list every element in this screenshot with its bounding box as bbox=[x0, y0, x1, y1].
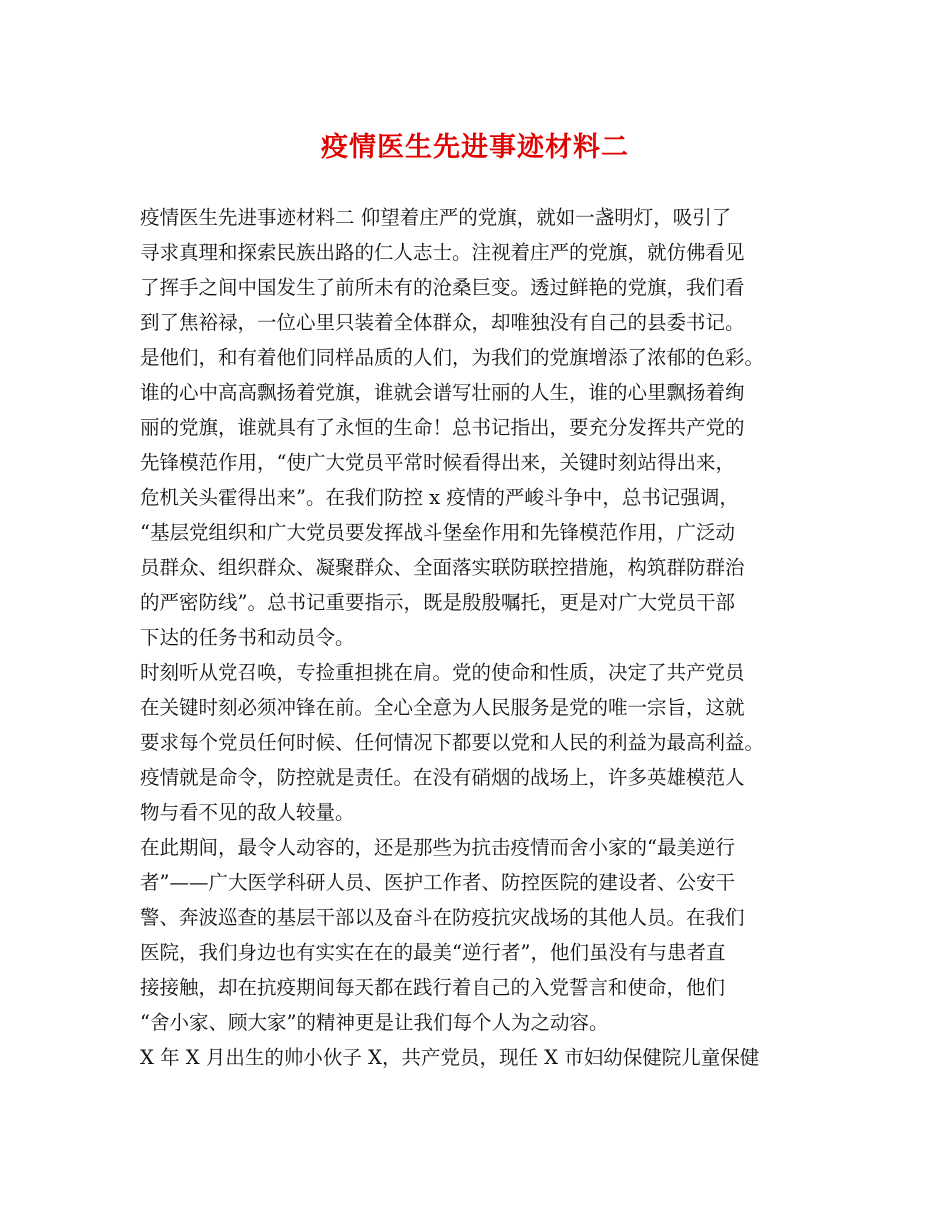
body-line: 谁的心中高高飘扬着党旗，谁就会谱写壮丽的人生，谁的心里飘扬着绚 bbox=[140, 381, 745, 404]
body-line: 危机关头霍得出来”。在我们防控 x 疫情的严峻斗争中，总书记强调， bbox=[140, 486, 739, 509]
body-line: X 年 X 月出生的帅小伙子 X，共产党员，现任 X 市妇幼保健院儿童保健 bbox=[140, 1046, 760, 1069]
body-line: 者”——广大医学科研人员、医护工作者、防控医院的建设者、公安干 bbox=[140, 871, 735, 894]
body-line: 员群众、组织群众、凝聚群众、全面落实联防联控措施，构筑群防群治 bbox=[140, 556, 745, 579]
body-line: “舍小家、顾大家”的精神更是让我们每个人为之动容。 bbox=[140, 1011, 609, 1034]
body-line: 时刻听从党召唤，专捡重担挑在肩。党的使命和性质，决定了共产党员 bbox=[140, 661, 745, 684]
body-line: 丽的党旗，谁就具有了永恒的生命！总书记指出，要充分发挥共产党的 bbox=[140, 416, 745, 439]
body-line: 在此期间，最令人动容的，还是那些为抗击疫情而舍小家的“最美逆行 bbox=[140, 836, 735, 859]
body-line: 疫情就是命令，防控就是责任。在没有硝烟的战场上，许多英雄模范人 bbox=[140, 766, 745, 789]
body-line: 是他们，和有着他们同样品质的人们，为我们的党旗增添了浓郁的色彩。 bbox=[140, 346, 765, 369]
body-line: 了挥手之间中国发生了前所未有的沧桑巨变。透过鲜艳的党旗，我们看 bbox=[140, 276, 745, 299]
body-line: “基层党组织和广大党员要发挥战斗堡垒作用和先锋模范作用，广泛动 bbox=[140, 521, 735, 544]
document-title: 疫情医生先进事迹材料二 bbox=[321, 132, 629, 163]
body-line: 疫情医生先进事迹材料二 仰望着庄严的党旗，就如一盏明灯，吸引了 bbox=[140, 206, 732, 229]
body-line: 警、奔波巡查的基层干部以及奋斗在防疫抗灾战场的其他人员。在我们 bbox=[140, 906, 745, 929]
body-line: 物与看不见的敌人较量。 bbox=[140, 801, 355, 824]
body-line: 的严密防线”。总书记重要指示，既是殷殷嘱托，更是对广大党员干部 bbox=[140, 591, 735, 614]
document-body bbox=[140, 200, 830, 1075]
body-line: 寻求真理和探索民族出路的仁人志士。注视着庄严的党旗，就仿佛看见 bbox=[140, 241, 745, 264]
body-line: 在关键时刻必须冲锋在前。全心全意为人民服务是党的唯一宗旨，这就 bbox=[140, 696, 745, 719]
body-line: 到了焦裕禄，一位心里只装着全体群众，却唯独没有自己的县委书记。 bbox=[140, 311, 745, 334]
body-line: 下达的任务书和动员令。 bbox=[140, 626, 355, 649]
body-line: 接接触，却在抗疫期间每天都在践行着自己的入党誓言和使命，他们 bbox=[140, 976, 726, 999]
body-line: 先锋模范作用，“使广大党员平常时候看得出来，关键时刻站得出来， bbox=[140, 451, 735, 474]
body-line: 要求每个党员任何时候、任何情况下都要以党和人民的利益为最高利益。 bbox=[140, 731, 765, 754]
body-line: 医院，我们身边也有实实在在的最美“逆行者”，他们虽没有与患者直 bbox=[140, 941, 726, 964]
